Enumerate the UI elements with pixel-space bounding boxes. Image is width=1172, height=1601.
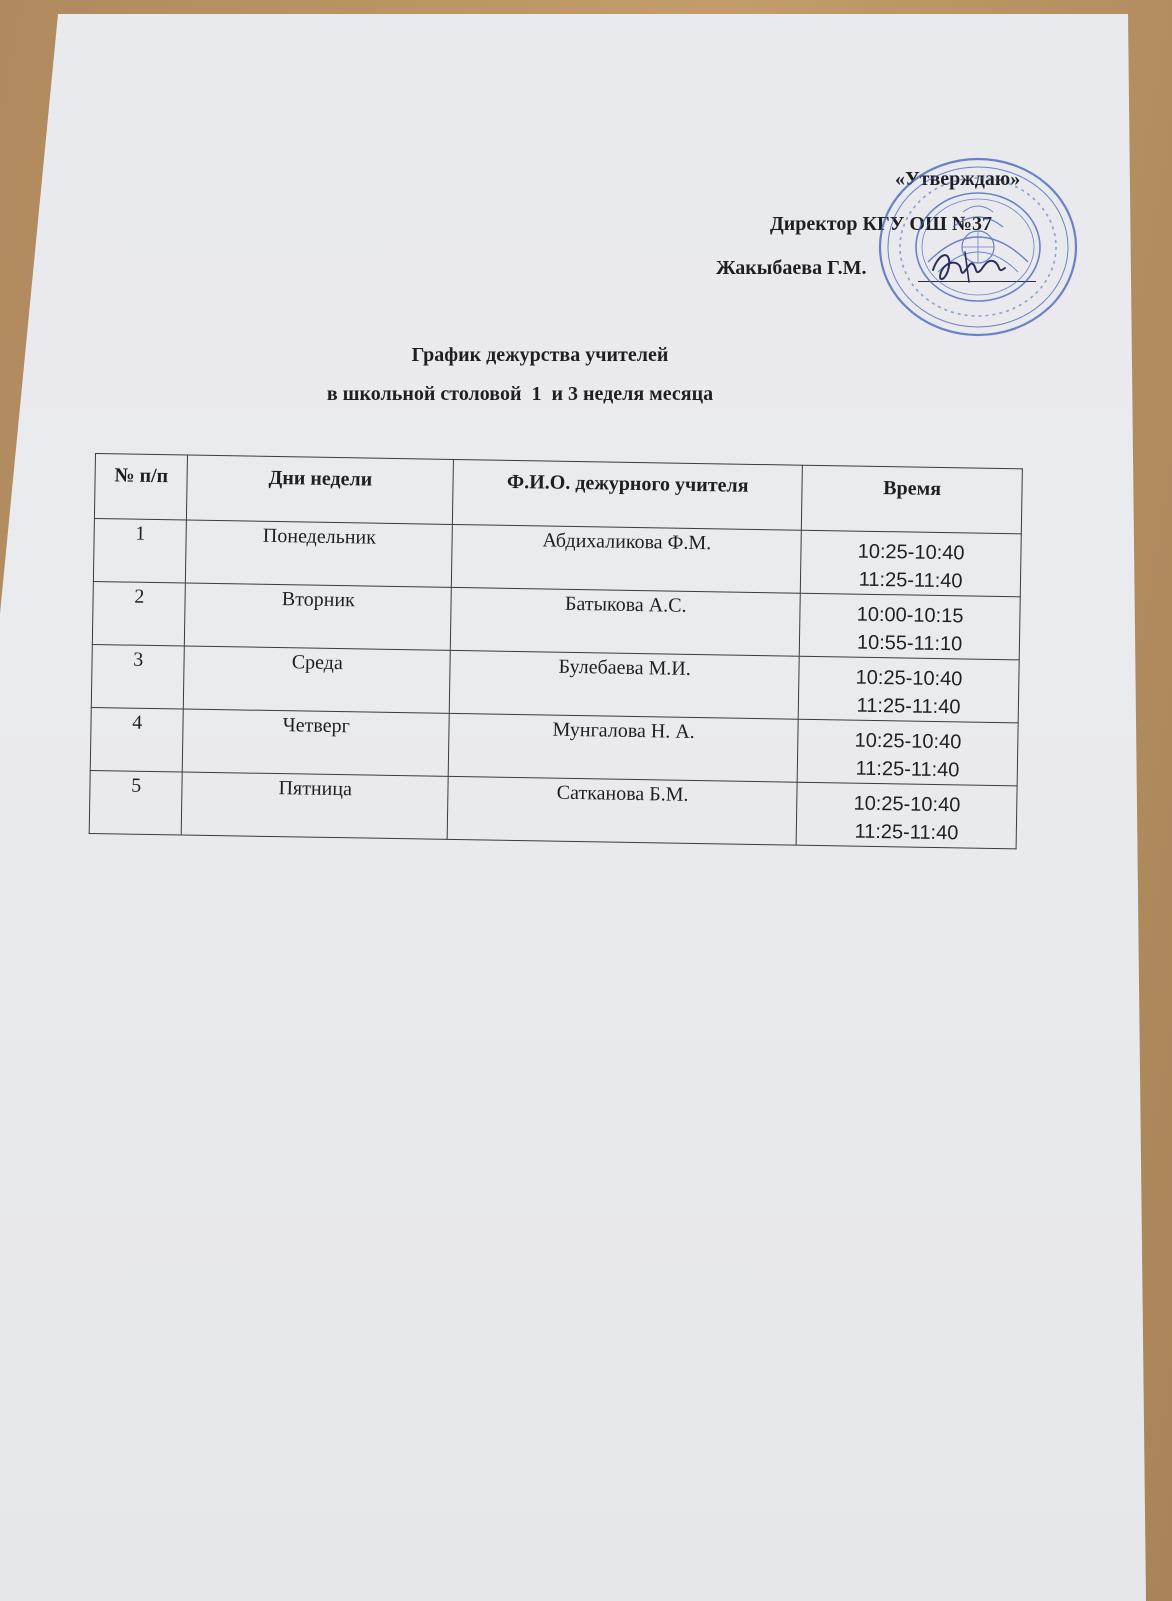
row-time (801, 530, 1022, 597)
time-slot-1: 10:25-10:40 (854, 729, 962, 754)
header-teacher: Ф.И.О. дежурного учителя (453, 459, 803, 530)
row-number: 5 (89, 770, 182, 835)
header-weekday: Дни недели (187, 455, 454, 524)
row-weekday: Четверг (183, 709, 450, 776)
row-number: 1 (93, 518, 186, 583)
row-weekday: Вторник (185, 583, 452, 650)
time-slot-1: 10:25-10:40 (855, 666, 963, 691)
approval-position: Директор КГУ ОШ №37 (770, 213, 993, 235)
row-teacher: Булебаева М.И. (449, 650, 799, 719)
row-weekday: Пятница (182, 772, 449, 839)
time-slot-2: 11:25-11:40 (855, 757, 960, 782)
time-slot-2: 11:25-11:40 (854, 820, 959, 845)
row-teacher: Сатканова Б.М. (447, 776, 797, 845)
row-time (796, 782, 1017, 849)
document-title: График дежурства учителей (411, 344, 669, 366)
time-slot-1: 10:25-10:40 (857, 540, 965, 565)
row-time (797, 719, 1018, 786)
signature-line (918, 281, 1036, 282)
row-teacher: Мунгалова Н. А. (448, 713, 798, 782)
approval-name: Жакыбаева Г.М. (716, 257, 867, 279)
row-teacher: Абдихаликова Ф.М. (451, 524, 801, 593)
document-subtitle: в школьной столовой 1 и 3 неделя месяца (326, 383, 714, 405)
time-slot-2: 10:55-11:10 (856, 631, 963, 656)
row-weekday: Среда (184, 646, 451, 713)
row-weekday: Понедельник (186, 520, 453, 587)
row-time (800, 593, 1021, 660)
time-slot-2: 11:25-11:40 (858, 568, 963, 593)
time-slot-1: 10:00-10:15 (856, 603, 964, 628)
row-number: 4 (90, 707, 183, 772)
time-slot-1: 10:25-10:40 (853, 792, 961, 817)
row-time (798, 656, 1019, 723)
duty-schedule-table (89, 453, 1023, 849)
header-time: Время (802, 465, 1023, 534)
row-teacher: Батыкова А.С. (450, 587, 800, 656)
time-slot-2: 11:25-11:40 (856, 694, 961, 719)
row-number: 2 (92, 581, 185, 646)
approval-title: «Утверждаю» (895, 168, 1021, 190)
row-number: 3 (91, 644, 184, 709)
header-number: № п/п (94, 454, 187, 521)
